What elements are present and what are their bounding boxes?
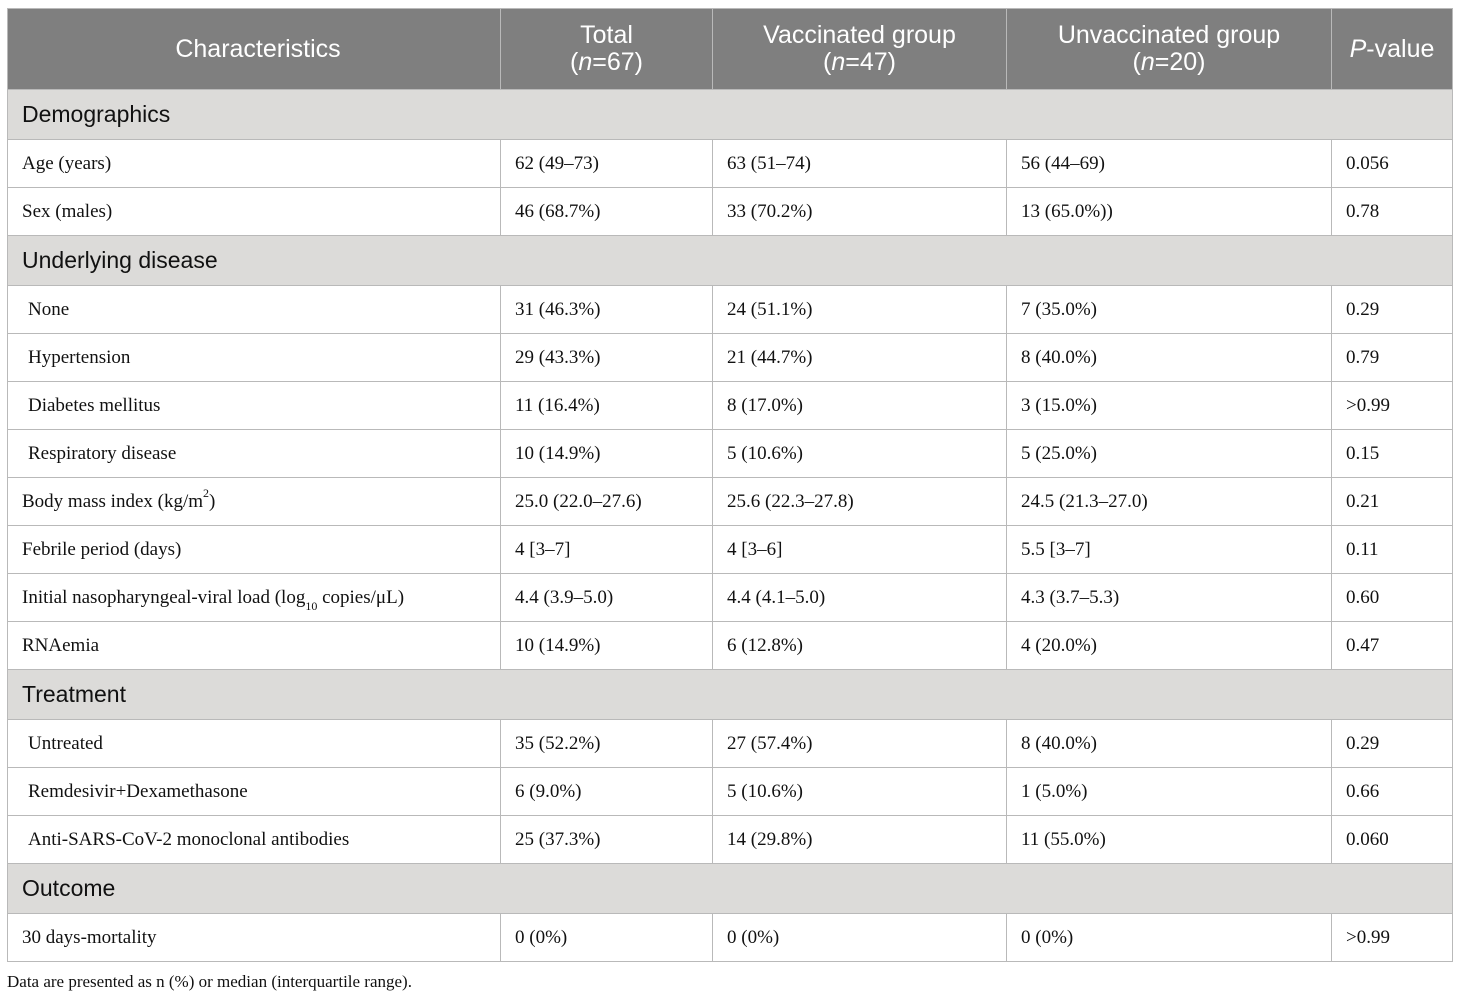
- row-label: Remdesivir+Dexamethasone: [8, 768, 501, 816]
- table-row: [8, 140, 1453, 188]
- cell-total: 10 (14.9%): [501, 622, 713, 670]
- header-total: Total (n=67): [501, 9, 713, 90]
- cell-unvaccinated: 5.5 [3–7]: [1007, 526, 1332, 574]
- cell-total: 25 (37.3%): [501, 816, 713, 864]
- cell-vaccinated: 8 (17.0%): [713, 382, 1007, 430]
- cell-vaccinated: 4 [3–6]: [713, 526, 1007, 574]
- row-label: Sex (males): [8, 188, 501, 236]
- cell-unvaccinated: 24.5 (21.3–27.0): [1007, 478, 1332, 526]
- cell-unvaccinated: 3 (15.0%): [1007, 382, 1332, 430]
- header-characteristics: Characteristics: [8, 9, 501, 90]
- table-row: [8, 720, 1453, 768]
- cell-p-value: 0.29: [1332, 286, 1453, 334]
- cell-p-value: 0.15: [1332, 430, 1453, 478]
- cell-total: 25.0 (22.0–27.6): [501, 478, 713, 526]
- cell-total: 31 (46.3%): [501, 286, 713, 334]
- characteristics-table: [7, 8, 1453, 962]
- cell-vaccinated: 21 (44.7%): [713, 334, 1007, 382]
- section-title: Treatment: [8, 670, 1453, 720]
- cell-vaccinated: 27 (57.4%): [713, 720, 1007, 768]
- table-row: [8, 574, 1453, 622]
- row-label: Untreated: [8, 720, 501, 768]
- table-row: [8, 382, 1453, 430]
- section-underlying-disease: [8, 236, 1453, 286]
- cell-unvaccinated: 0 (0%): [1007, 914, 1332, 962]
- cell-p-value: 0.060: [1332, 816, 1453, 864]
- cell-vaccinated: 4.4 (4.1–5.0): [713, 574, 1007, 622]
- row-label: Febrile period (days): [8, 526, 501, 574]
- cell-unvaccinated: 7 (35.0%): [1007, 286, 1332, 334]
- cell-p-value: >0.99: [1332, 382, 1453, 430]
- table-row: [8, 286, 1453, 334]
- cell-total: 46 (68.7%): [501, 188, 713, 236]
- table-row: [8, 188, 1453, 236]
- section-treatment: [8, 670, 1453, 720]
- section-title: Outcome: [8, 864, 1453, 914]
- section-title: Underlying disease: [8, 236, 1453, 286]
- table-row: [8, 526, 1453, 574]
- cell-total: 11 (16.4%): [501, 382, 713, 430]
- row-label: Anti-SARS-CoV-2 monoclonal antibodies: [8, 816, 501, 864]
- section-demographics: [8, 90, 1453, 140]
- cell-p-value: 0.66: [1332, 768, 1453, 816]
- cell-total: 29 (43.3%): [501, 334, 713, 382]
- table-row: [8, 768, 1453, 816]
- row-label: Initial nasopharyngeal-viral load ($\log_{10}$ copies/μL): [8, 574, 501, 622]
- table-row: [8, 816, 1453, 864]
- cell-vaccinated: 0 (0%): [713, 914, 1007, 962]
- table-row: [8, 334, 1453, 382]
- cell-vaccinated: 33 (70.2%): [713, 188, 1007, 236]
- cell-unvaccinated: 4 (20.0%): [1007, 622, 1332, 670]
- table-row: [8, 430, 1453, 478]
- row-label: 30 days-mortality: [8, 914, 501, 962]
- table-header-row: [8, 9, 1453, 90]
- cell-vaccinated: 6 (12.8%): [713, 622, 1007, 670]
- cell-p-value: 0.29: [1332, 720, 1453, 768]
- table-footnote: Data are presented as n (%) or median (interquartile range).: [7, 972, 412, 991]
- cell-vaccinated: 5 (10.6%): [713, 768, 1007, 816]
- cell-total: 4.4 (3.9–5.0): [501, 574, 713, 622]
- row-label: Hypertension: [8, 334, 501, 382]
- cell-unvaccinated: 8 (40.0%): [1007, 334, 1332, 382]
- cell-unvaccinated: 11 (55.0%): [1007, 816, 1332, 864]
- row-label: None: [8, 286, 501, 334]
- cell-p-value: 0.21: [1332, 478, 1453, 526]
- table-row: [8, 478, 1453, 526]
- cell-vaccinated: 5 (10.6%): [713, 430, 1007, 478]
- cell-unvaccinated: 13 (65.0%)): [1007, 188, 1332, 236]
- table-row: [8, 622, 1453, 670]
- cell-unvaccinated: 5 (25.0%): [1007, 430, 1332, 478]
- cell-p-value: 0.11: [1332, 526, 1453, 574]
- cell-total: 6 (9.0%): [501, 768, 713, 816]
- cell-p-value: 0.47: [1332, 622, 1453, 670]
- cell-p-value: 0.78: [1332, 188, 1453, 236]
- cell-vaccinated: 24 (51.1%): [713, 286, 1007, 334]
- row-label: RNAemia: [8, 622, 501, 670]
- cell-unvaccinated: 1 (5.0%): [1007, 768, 1332, 816]
- row-label: Diabetes mellitus: [8, 382, 501, 430]
- row-label: Respiratory disease: [8, 430, 501, 478]
- cell-unvaccinated: 56 (44–69): [1007, 140, 1332, 188]
- cell-p-value: >0.99: [1332, 914, 1453, 962]
- section-title: Demographics: [8, 90, 1453, 140]
- cell-total: 10 (14.9%): [501, 430, 713, 478]
- cell-p-value: 0.60: [1332, 574, 1453, 622]
- header-unvaccinated: Unvaccinated group (n=20): [1007, 9, 1332, 90]
- header-vaccinated: Vaccinated group (n=47): [713, 9, 1007, 90]
- cell-vaccinated: 25.6 (22.3–27.8): [713, 478, 1007, 526]
- cell-total: 4 [3–7]: [501, 526, 713, 574]
- row-label: Age (years): [8, 140, 501, 188]
- cell-total: 0 (0%): [501, 914, 713, 962]
- cell-total: 35 (52.2%): [501, 720, 713, 768]
- cell-unvaccinated: 8 (40.0%): [1007, 720, 1332, 768]
- cell-p-value: 0.79: [1332, 334, 1453, 382]
- cell-vaccinated: 14 (29.8%): [713, 816, 1007, 864]
- cell-vaccinated: 63 (51–74): [713, 140, 1007, 188]
- table-row: [8, 914, 1453, 962]
- cell-p-value: 0.056: [1332, 140, 1453, 188]
- header-p-value: P-value: [1332, 9, 1453, 90]
- row-label: Body mass index $(kg/m^2)$: [8, 478, 501, 526]
- section-outcome: [8, 864, 1453, 914]
- cell-total: 62 (49–73): [501, 140, 713, 188]
- cell-unvaccinated: 4.3 (3.7–5.3): [1007, 574, 1332, 622]
